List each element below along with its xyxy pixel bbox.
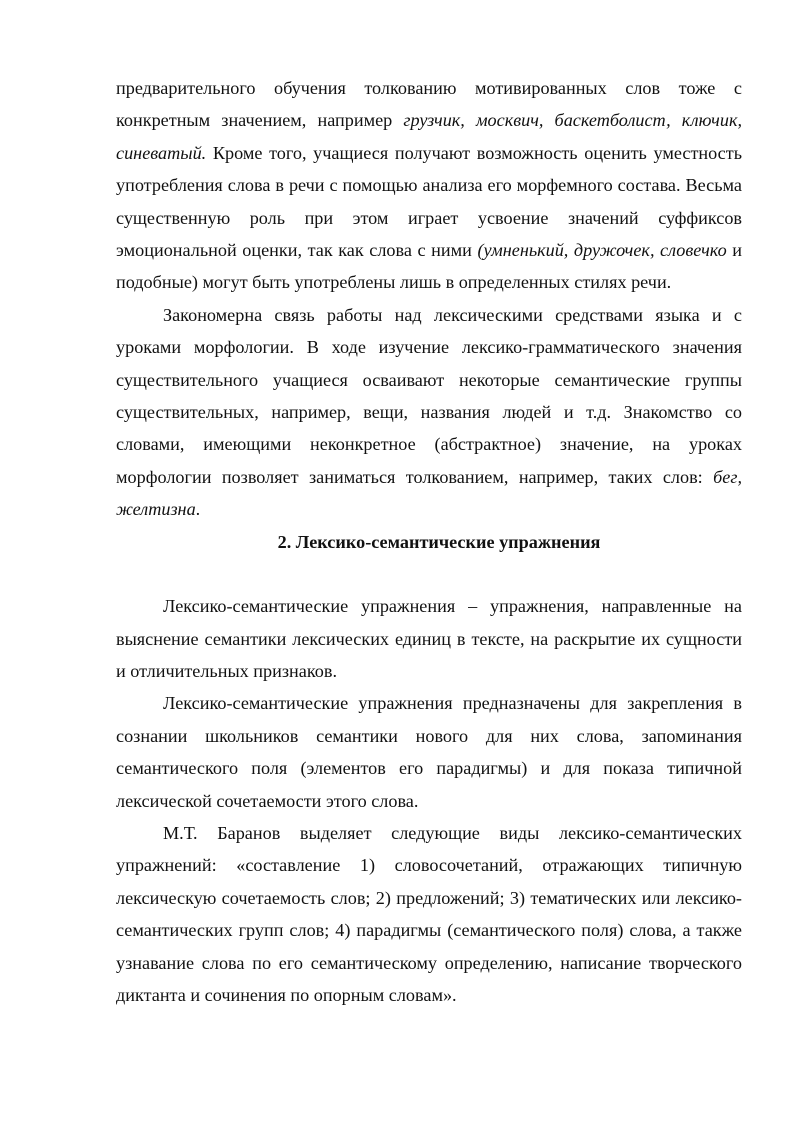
paragraph-2-examples: бег, желтизна [116,466,742,520]
paragraph-5: М.Т. Баранов выделяет следующие виды лексико-семантических упражнений: «составление 1) словосочетаний, отражающих типичную лексическую сочетаемость слов; 2) предложений; 3) тематических или лексико-семантических групп слов; 4) парадигмы (семантического поля) слова, а также узнавание слова по его семантическому определению, написание творческого диктанта и сочинения по опорным словам». [116,822,742,1005]
paragraph-2-text-a: Закономерна связь работы над лексическими средствами языка и с уроками морфологии. В ходе изучение лексико-грамматического значения существительного учащиеся осваивают некоторые семантические группы существительных, например, вещи, названия людей и т.д. Знакомство со словами, имеющими неконкретное (абстрактное) значение, на уроках морфологии позволяет заниматься толкованием, например, таких слов: [116,304,742,487]
document-page [116,72,742,1011]
paragraph-1-text-c: Кроме того, учащиеся получают возможность оценить уместность употребления слова в речи с помощью анализа его морфемного состава. Весьма существенную роль при этом играет усвоение значений суффиксов эмоциональной оценки, так как слова с ними [116,142,742,261]
paragraph-1 [116,72,742,299]
paragraph-2-text-c: . [195,499,201,520]
paragraph-3: Лексико-семантические упражнения – упражнения, направленные на выяснение семантики лексических единиц в тексте, на раскрытие их сущности и отличительных признаков. [116,596,742,681]
paragraph-4: Лексико-семантические упражнения предназначены для закрепления в сознании школьников семантики нового для них слова, запоминания семантического поля (элементов его парадигмы) и для показа типичной лексической сочетаемости этого слова. [116,693,742,811]
section-heading: 2. Лексико-семантические упражнения [277,531,601,552]
paragraph-1-suffix-examples: (умненький, дружочек, словечко [477,240,727,261]
paragraph-1-text-e: и подобные) могут быть употреблены лишь в определенных стилях речи. [116,240,743,293]
paragraph-1-examples: грузчик, москвич, баскетболист, ключик, синеватый. [116,110,742,163]
paragraph-1-text-a: предварительного обучения толкованию мотивированных слов тоже с конкретным значением, например [116,78,742,131]
paragraph-2 [116,299,742,526]
heading-spacer [116,558,742,590]
